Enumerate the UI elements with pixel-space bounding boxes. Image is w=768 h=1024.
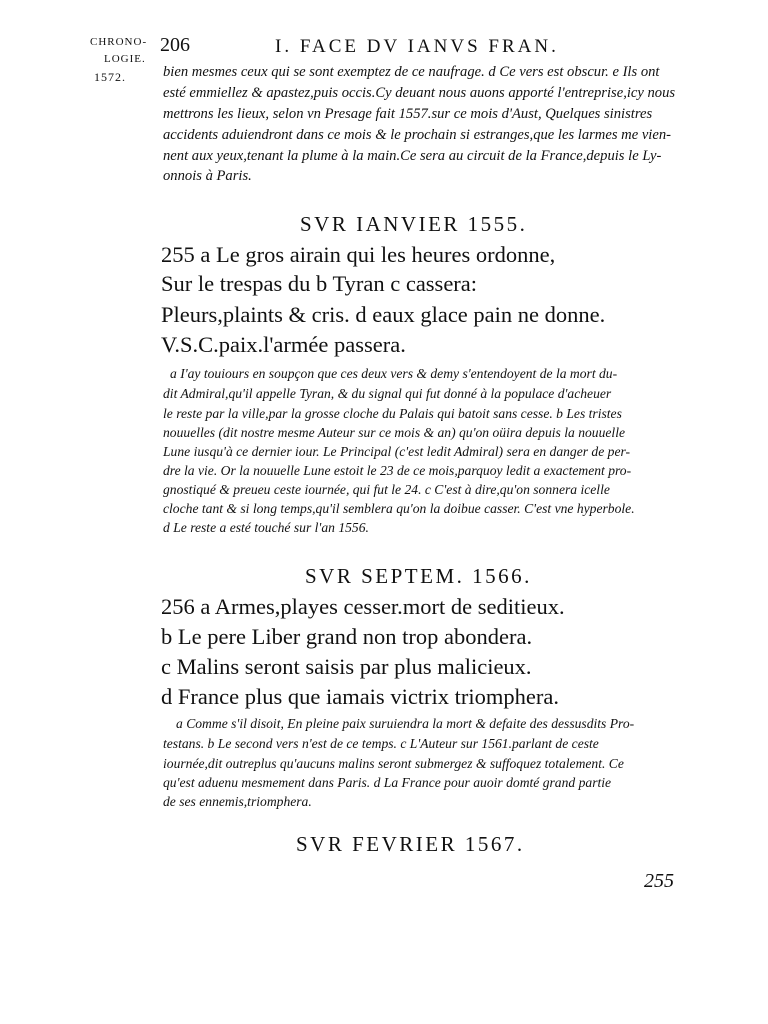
- chronologie-margin-label-1: CHRONO-: [90, 36, 148, 48]
- intro-line: accidents aduiendront dans ce mois & le prochain si estranges,que les larmes me vien-: [163, 127, 671, 143]
- commentary-line: de ses ennemis,triomphera.: [163, 794, 312, 809]
- commentary-line: nouuelles (dit nostre mesme Auteur sur ce mois & an) qu'on oüira depuis la nouuelle: [163, 425, 626, 440]
- intro-line: esté emmiellez & apastez,puis occis.Cy deuant nous auons apporté l'entreprise,icy nous: [163, 85, 676, 101]
- verse-line: 255 a Le gros airain qui les heures ordonne,: [161, 242, 556, 267]
- commentary-line: qu'est aduenu mesmement dans Paris. d La France pour auoir domté grand partie: [163, 775, 612, 790]
- verse-line: 256 a Armes,playes cesser.mort de seditieux.: [161, 594, 565, 619]
- commentary-line: Lune iusqu'à ce dernier iour. Le Principal (c'est ledit Admiral) sera en danger de per-: [163, 444, 631, 459]
- intro-line: mettrons les lieux, selon vn Presage fait 1557.sur ce mois d'Aust, Quelques sinistres: [163, 106, 653, 122]
- signature-mark: 255: [644, 870, 674, 892]
- verse-line: V.S.C.paix.l'armée passera.: [161, 332, 406, 357]
- verse-line: c Malins seront saisis par plus malicieux.: [161, 654, 532, 679]
- commentary-line: le reste par la ville,par la grosse cloche du Palais qui batoit sans cesse. b Les tristes: [163, 406, 622, 421]
- commentary-line: a I'ay touiours en soupçon que ces deux vers & demy s'entendoyent de la mort du-: [170, 366, 618, 381]
- intro-line: bien mesmes ceux qui se sont exemptez de ce naufrage. d Ce vers est obscur. e Ils ont: [163, 64, 660, 80]
- chronologie-margin-label-2: LOGIE.: [104, 53, 146, 65]
- verse-line: d France plus que iamais victrix triomphera.: [161, 684, 560, 709]
- margin-year: 1572.: [94, 70, 126, 84]
- commentary-line: d Le reste a esté touché sur l'an 1556.: [163, 520, 369, 535]
- commentary-line: iournée,dit outreplus qu'aucuns malins seront submergez & suffoquez totalement. Ce: [163, 756, 624, 771]
- section-heading-septembre: SVR SEPTEM. 1566.: [305, 564, 532, 588]
- verse-line: b Le pere Liber grand non trop abondera.: [161, 624, 533, 649]
- verse-line: Sur le trespas du b Tyran c cassera:: [161, 271, 478, 296]
- running-title: I. FACE DV IANVS FRAN.: [275, 36, 559, 57]
- section-heading-fevrier: SVR FEVRIER 1567.: [296, 832, 525, 856]
- commentary-line: testans. b Le second vers n'est de ce temps. c L'Auteur sur 1561.parlant de ceste: [163, 736, 599, 751]
- commentary-line: gnostiqué & preueu ceste iournée, qui fut le 24. c C'est à dire,qu'on sonnera icelle: [163, 482, 610, 497]
- commentary-line: dre la vie. Or la nouuelle Lune estoit le 23 de ce mois,parquoy ledit a exactement pro-: [163, 463, 632, 478]
- page-number: 206: [160, 34, 190, 56]
- section-heading-janvier: SVR IANVIER 1555.: [300, 212, 528, 236]
- commentary-line: dit Admiral,qu'il appelle Tyran, & du signal qui fut donné à la populace d'acheuer: [163, 386, 612, 401]
- commentary-line: cloche tant & si long temps,qu'il semblera qu'on la doibue casser. C'est vne hyperbole.: [163, 501, 635, 516]
- intro-line: nent aux yeux,tenant la plume à la main.Ce sera au circuit de la France,depuis le Ly-: [163, 148, 662, 164]
- intro-line: onnois à Paris.: [163, 168, 252, 184]
- verse-line: Pleurs,plaints & cris. d eaux glace pain ne donne.: [161, 302, 606, 327]
- commentary-line: a Comme s'il disoit, En pleine paix suruiendra la mort & defaite des dessusdits Pro-: [176, 716, 635, 731]
